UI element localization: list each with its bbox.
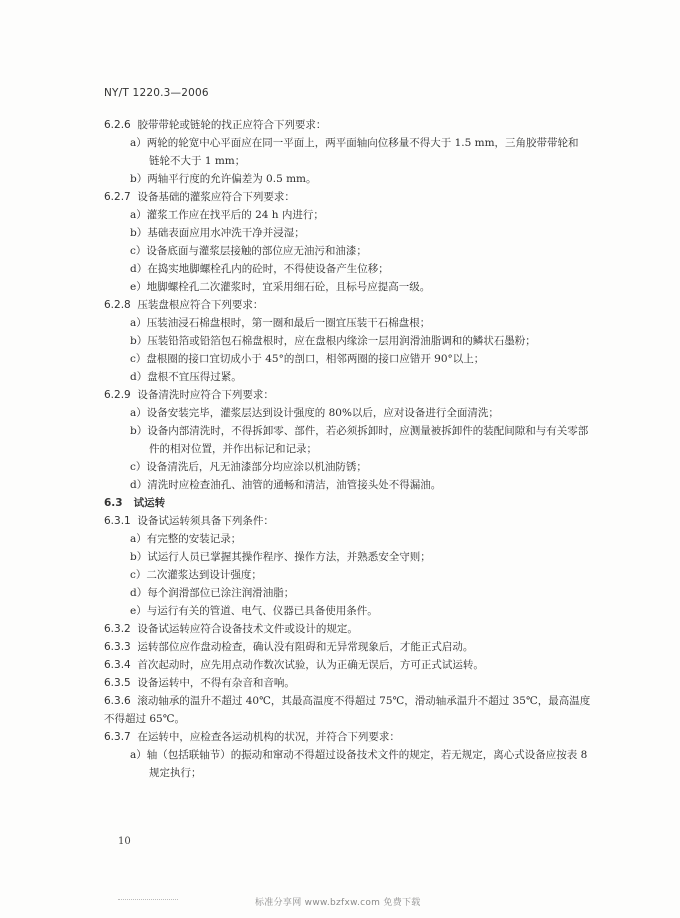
section-number: 6.3.6 xyxy=(104,695,131,707)
list-item: d）盘根不宜压得过紧。 xyxy=(130,371,242,383)
list-item: a）有完整的安装记录； xyxy=(130,533,242,545)
section-6-3-1 xyxy=(104,514,274,528)
list-item: a）灌浆工作应在找平后的 24 h 内进行； xyxy=(130,209,324,221)
list-item: c）设备清洗后，凡无油漆部分均应涂以机油防锈； xyxy=(130,461,367,473)
section-6-3-heading xyxy=(104,496,165,510)
list-item: d）在捣实地脚螺栓孔内的砼时，不得使设备产生位移； xyxy=(130,263,389,275)
section-title: 设备试运转须具备下列条件： xyxy=(137,515,274,527)
list-item: e）地脚螺栓孔二次灌浆时，宜采用细石砼，且标号应提高一级。 xyxy=(130,281,431,293)
section-6-2-6 xyxy=(104,118,326,132)
list-item: a）轴（包括联轴节）的振动和窜动不得超过设备技术文件的规定，若无规定，离心式设备应按表 8 xyxy=(130,749,588,761)
section-title: 胶带带轮或链轮的找正应符合下列要求： xyxy=(137,119,327,131)
list-item-continuation: 件的相对位置，并作出标记和记录； xyxy=(149,443,317,455)
section-text: 设备运转中，不得有杂音和音响。 xyxy=(137,677,295,689)
section-number: 6.2.9 xyxy=(104,389,131,401)
list-item: a）设备安装完毕，灌浆层达到设计强度的 80%以后，应对设备进行全面清洗； xyxy=(130,407,499,419)
list-item: b）基础表面应用水冲洗干净并浸湿； xyxy=(130,227,305,239)
section-6-3-3 xyxy=(104,640,473,654)
section-6-2-8 xyxy=(104,298,263,312)
section-text: 运转部位应作盘动检查，确认没有阻碍和无异常现象后，才能正式启动。 xyxy=(137,641,474,653)
list-item: b）设备内部清洗时，不得拆卸零、部件，若必须拆卸时，应测量被拆卸件的装配间隙和与有关零部 xyxy=(130,425,589,437)
list-item: b）压装铅箔或铅箔包石棉盘根时，应在盘根内缘涂一层用润滑油脂调和的鳞状石墨粉； xyxy=(130,335,536,347)
list-item: c）盘根圈的接口宜切成小于 45°的剖口，相邻两圈的接口应错开 90°以上； xyxy=(130,353,485,365)
section-6-3-5 xyxy=(104,676,295,690)
section-title: 设备清洗时应符合下列要求： xyxy=(137,389,274,401)
page-number: 10 xyxy=(118,836,131,847)
section-number: 6.3.4 xyxy=(104,659,131,671)
section-number: 6.2.8 xyxy=(104,299,131,311)
section-6-3-6 xyxy=(104,694,590,708)
section-6-2-9 xyxy=(104,388,274,402)
section-6-2-7 xyxy=(104,190,295,204)
section-number: 6.3.3 xyxy=(104,641,131,653)
list-item: b）两轴平行度的允许偏差为 0.5 mm。 xyxy=(130,173,317,185)
section-number: 6.2.6 xyxy=(104,119,131,131)
list-item: a）压装油浸石棉盘根时，第一圈和最后一圈宜压装干石棉盘根； xyxy=(130,317,431,329)
standard-header: NY/T 1220.3—2006 xyxy=(104,87,209,99)
section-6-3-7 xyxy=(104,730,400,744)
list-item: d）每个润滑部位已涂注润滑油脂； xyxy=(130,587,295,599)
list-item: b）试运行人员已掌握其操作程序、操作方法，并熟悉安全守则； xyxy=(130,551,431,563)
section-title: 设备基础的灌浆应符合下列要求： xyxy=(137,191,295,203)
section-6-3-2 xyxy=(104,622,358,636)
section-title: 在运转中，应检查各运动机构的状况，并符合下列要求： xyxy=(137,731,400,743)
list-item: d）清洗时应检查油孔、油管的通畅和清洁，油管接头处不得漏油。 xyxy=(130,479,442,491)
section-text: 首次起动时，应先用点动作数次试验，认为正确无误后，方可正式试运转。 xyxy=(137,659,484,671)
scan-artifact xyxy=(118,899,178,903)
section-number: 6.2.7 xyxy=(104,191,131,203)
section-text: 设备试运转应符合设备技术文件或设计的规定。 xyxy=(137,623,358,635)
section-number: 6.3.2 xyxy=(104,623,131,635)
list-item: c）设备底面与灌浆层接触的部位应无油污和油漆； xyxy=(130,245,367,257)
section-number: 6.3.5 xyxy=(104,677,131,689)
section-text-continuation: 不得超过 65℃。 xyxy=(104,713,185,725)
footer-watermark: 标准分享网 www.bzfxw.com 免费下载 xyxy=(255,898,421,908)
section-6-3-4 xyxy=(104,658,484,672)
section-text: 滚动轴承的温升不超过 40℃，其最高温度不得超过 75℃，滑动轴承温升不超过 35℃，最高温度 xyxy=(137,695,591,707)
list-item-continuation: 链轮不大于 1 mm； xyxy=(149,155,246,167)
section-title: 试运转 xyxy=(133,497,166,509)
section-number: 6.3.1 xyxy=(104,515,131,527)
list-item: e）与运行有关的管道、电气、仪器已具备使用条件。 xyxy=(130,605,378,617)
list-item: a）两轮的轮宽中心平面应在同一平面上，两平面轴向位移量不得大于 1.5 mm，三角胶带带轮和 xyxy=(130,137,579,149)
section-number: 6.3 xyxy=(104,497,123,509)
section-number: 6.3.7 xyxy=(104,731,131,743)
section-title: 压装盘根应符合下列要求： xyxy=(137,299,264,311)
list-item: c）二次灌浆达到设计强度； xyxy=(130,569,262,581)
list-item-continuation: 规定执行； xyxy=(149,767,202,779)
